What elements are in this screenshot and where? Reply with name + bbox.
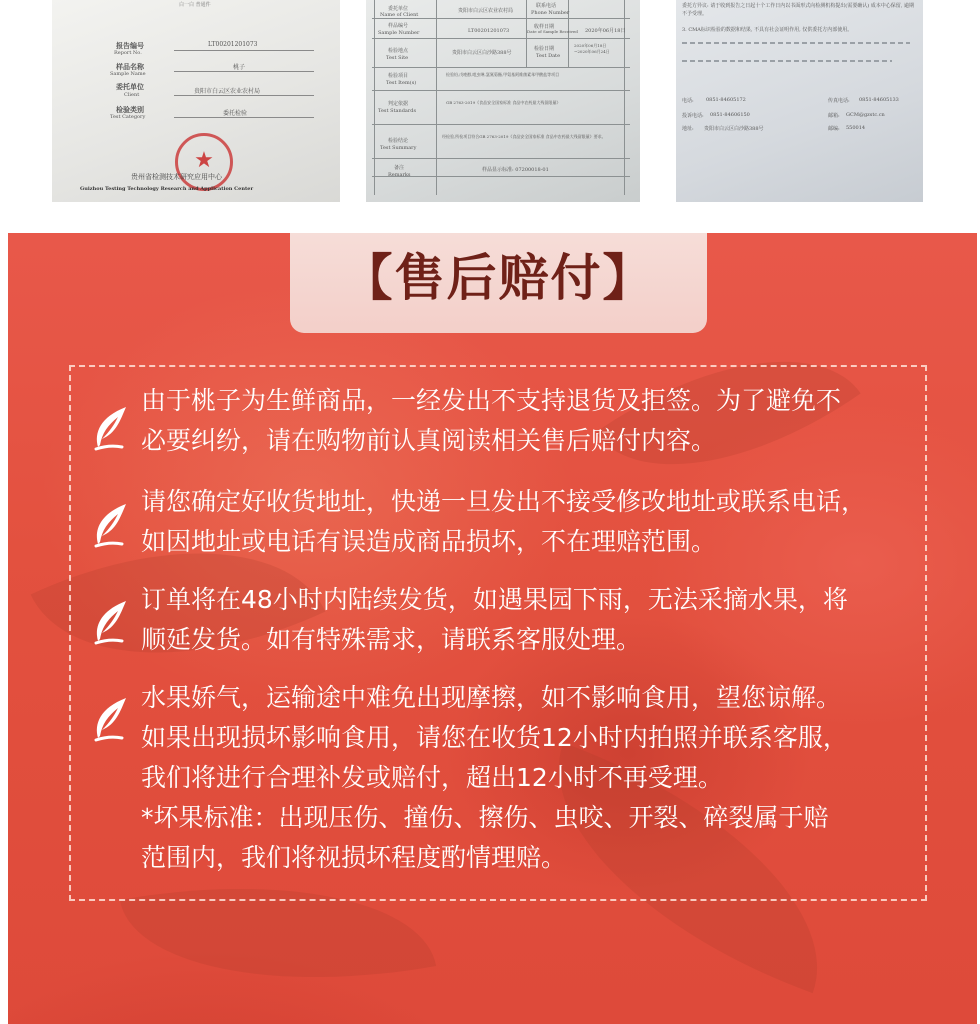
table-value2: 2020年06月18日 <box>585 28 626 34</box>
cover-label-cn: 委托单位 <box>116 82 144 91</box>
cover-label-en: Sample Name <box>110 71 146 77</box>
cover-org-en: Guizhou Testing Technology Research and Application Center <box>80 186 254 192</box>
leaf-icon <box>92 403 130 451</box>
leaf-icon <box>92 500 130 548</box>
table-label2-cn: 检验日期 <box>534 46 555 52</box>
notice-line: 范围内，我们将视损坏程度酌情理赔。 <box>141 843 567 872</box>
table-label2-cn: 收样日期 <box>534 24 555 30</box>
contact-value2: 0851-84605133 <box>859 97 899 103</box>
contact-label: 电话: <box>682 98 694 104</box>
table-value: 样品显示标准: 07200018-01 <box>482 167 549 173</box>
cover-underline <box>174 71 314 72</box>
notice-line: 由于桃子为生鲜商品，一经发出不支持退货及拒签。为了避免不 <box>141 386 842 415</box>
cover-value: 桃子 <box>233 64 246 71</box>
contact-value2: GCM@gzstc.cn <box>846 112 885 118</box>
cover-org-cn: 贵州省检测技术研究应用中心 <box>131 173 222 181</box>
notice-line: 如果出现损坏影响食用，请您在收货12小时内拍照并联系客服， <box>141 723 848 752</box>
table-label-cn: 检验项目 <box>388 73 409 79</box>
report-table-photo <box>366 0 640 202</box>
contact-label: 地址: <box>682 126 694 132</box>
cover-value: 贵阳市白云区农业农村局 <box>194 88 261 95</box>
table-label-en: Remarks <box>388 172 411 178</box>
cover-underline <box>174 50 314 51</box>
cover-value: 委托检验 <box>223 110 248 117</box>
red-seal-stamp: ★ <box>175 133 233 191</box>
cover-label-cn: 检验类别 <box>116 105 144 114</box>
cover-label-en: Report No. <box>114 50 142 56</box>
title-tab <box>290 233 707 333</box>
leaf-icon <box>92 597 130 645</box>
notice-item-4 <box>141 678 931 878</box>
report-contact-photo <box>676 0 923 202</box>
table-label-en: Test Summary <box>380 145 417 151</box>
contact-value2: 550014 <box>846 125 866 131</box>
table-value: 经检验,所检项目符合GB 2763-2019《食品安全国家标准 食品中农药最大残留限量》要求。 <box>442 134 606 139</box>
table-label2-cn: 联系电话 <box>536 3 557 9</box>
table-label-en: Name of Client <box>380 12 419 18</box>
table-value: GB 2763-2019《食品安全国家标准 食品中农药最大残留限量》 <box>446 100 561 105</box>
table-label-cn: 样品编号 <box>388 23 409 29</box>
notice-line: 必要纠纷，请在购物前认真阅读相关售后赔付内容。 <box>141 426 717 455</box>
contact-label2: 邮箱: <box>828 113 840 119</box>
cover-value: LT00201201073 <box>208 41 258 48</box>
table-value2: 2020年06月18日~2020年06月24日 <box>574 43 610 54</box>
leaf-icon <box>92 694 130 742</box>
contact-value: 0851-84606150 <box>710 112 750 118</box>
cover-label-cn: 样品名称 <box>116 62 144 71</box>
table-label-en: Sample Number <box>378 30 420 36</box>
cover-label-cn: 报告编号 <box>116 41 144 50</box>
table-value: LT00201201073 <box>468 28 510 34</box>
cover-underline <box>174 117 314 118</box>
notice-item-1 <box>141 381 931 461</box>
section-title: 【售后赔付】 <box>342 249 655 307</box>
notice-line: 订单将在48小时内陆续发货，如遇果园下雨，无法采摘水果，将 <box>141 585 848 614</box>
after-sales-panel <box>8 233 977 1024</box>
contact-top-text: 委托方异议: 请于收到报告之日起十个工作日内以书面形式向检测机构提出(需要确认) 成本中心保留, 逾期不予受理。 <box>682 3 914 17</box>
notice-line: 水果娇气，运输途中难免出现摩擦，如不影响食用，望您谅解。 <box>141 683 842 712</box>
table-label-cn: 检验结论 <box>388 138 409 144</box>
table-value: 贵阳市白云区白沙路388号 <box>452 50 512 56</box>
table-label2-en: Test Date <box>536 53 561 59</box>
table-label-en: Test Item(s) <box>386 80 417 86</box>
table-label-cn: 委托单位 <box>388 6 409 12</box>
notice-item-3 <box>141 580 931 660</box>
cover-label-en: Test Category <box>110 114 146 120</box>
notice-line: 如因地址或电话有误造成商品损坏，不在理赔范围。 <box>141 527 717 556</box>
table-label2-en: Phone Number <box>531 10 570 16</box>
contact-value: 0851-84605172 <box>706 97 746 103</box>
table-label-cn: 备注 <box>394 165 405 171</box>
table-value: 贵阳市白云区农业农村局 <box>458 8 514 14</box>
table-label-en: Test Site <box>386 55 409 61</box>
report-cover-photo <box>52 0 340 202</box>
notice-line: 顺延发货。如有特殊需求，请联系客服处理。 <box>141 625 642 654</box>
contact-label: 投诉电话: <box>682 113 704 119</box>
contact-value: 贵阳市白云区白沙路388号 <box>704 126 764 132</box>
table-label-cn: 检验地点 <box>388 48 409 54</box>
notice-line: 请您确定好收货地址，快递一旦发出不接受修改地址或联系电话， <box>141 487 867 516</box>
table-value: 检验铅,戊唑醇,吡虫啉,氯氰菊酯,甲氨基阿维菌素苯甲酸盐等项目 <box>446 72 560 77</box>
notice-line: 我们将进行合理补发或赔付，超出12小时不再受理。 <box>141 763 723 792</box>
table-label-en: Test Standards <box>378 108 417 114</box>
notice-line: *坏果标准：出现压伤、撞伤、擦伤、虫咬、开裂、碎裂属于赔 <box>141 803 829 832</box>
notice-item-2 <box>141 482 931 562</box>
table-label-cn: 判定依据 <box>388 101 409 107</box>
cover-label-en: Client <box>124 92 140 98</box>
cover-heading-line: 白一白 普通件 <box>179 2 211 8</box>
cover-underline <box>174 95 314 96</box>
contact-label2: 传真电话: <box>828 98 850 104</box>
contact-label2: 邮编: <box>828 126 840 132</box>
table-label2-en: Date of Sample Received <box>527 29 578 34</box>
contact-note: 3. CMA标识检验的数据和结果, 不具有社会证明作用, 仅供委托方内部使用。 <box>682 27 853 33</box>
